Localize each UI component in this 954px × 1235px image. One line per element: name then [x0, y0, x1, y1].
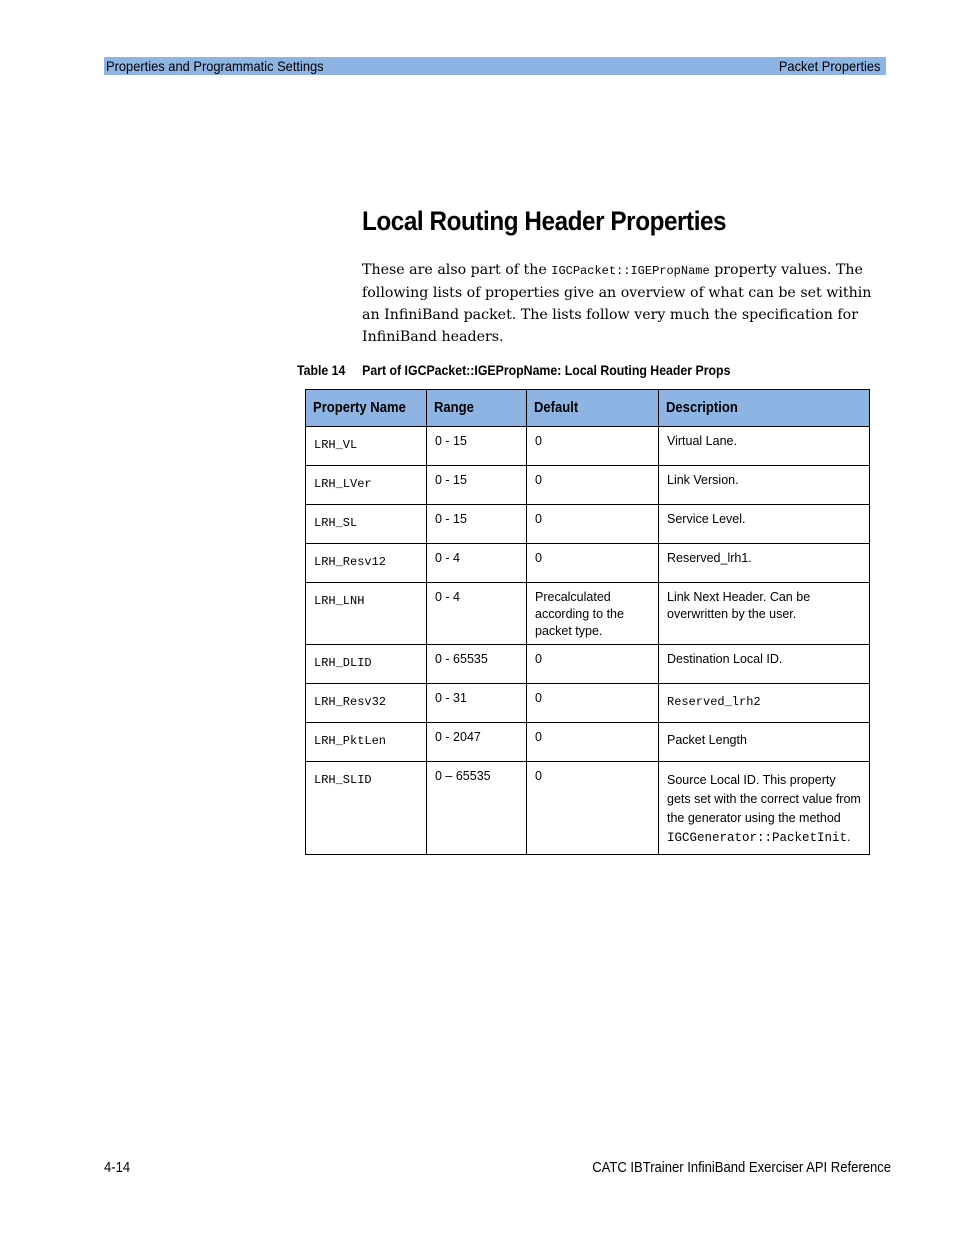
- cell-description: Service Level.: [659, 505, 870, 544]
- cell-description: Reserved_lrh2: [659, 684, 870, 723]
- intro-paragraph: [362, 259, 874, 348]
- table-caption: [297, 362, 730, 378]
- cell-property-name: LRH_SLID: [306, 762, 427, 855]
- header-section-title: Properties and Programmatic Settings: [106, 58, 324, 74]
- intro-code: IGCPacket::IGEPropName: [551, 264, 710, 278]
- cell-property-name: LRH_Resv12: [306, 544, 427, 583]
- table-row: [306, 466, 870, 505]
- intro-text-start: These are also part of the: [362, 262, 552, 278]
- cell-description: Link Next Header. Can be overwritten by the user.: [659, 583, 870, 645]
- cell-range: 0 - 65535: [427, 645, 527, 684]
- cell-property-name: LRH_DLID: [306, 645, 427, 684]
- properties-table: [305, 389, 870, 855]
- cell-property-name: LRH_VL: [306, 427, 427, 466]
- table-row: [306, 684, 870, 723]
- cell-description: Reserved_lrh1.: [659, 544, 870, 583]
- cell-property-name: LRH_SL: [306, 505, 427, 544]
- cell-description: Source Local ID. This property gets set with the correct value from the generator using the method IGCGenerator::PacketInit.: [659, 762, 870, 855]
- cell-range: 0 - 4: [427, 544, 527, 583]
- cell-default: 0: [527, 544, 659, 583]
- cell-range: 0 - 15: [427, 466, 527, 505]
- cell-range: 0 - 15: [427, 427, 527, 466]
- cell-property-name: LRH_LVer: [306, 466, 427, 505]
- table-caption-text: Part of IGCPacket::IGEPropName: Local Routing Header Props: [362, 362, 731, 378]
- cell-default: 0: [527, 645, 659, 684]
- cell-property-name: LRH_PktLen: [306, 723, 427, 762]
- cell-range: 0 – 65535: [427, 762, 527, 855]
- cell-default: 0: [527, 684, 659, 723]
- column-header-property-name: Property Name: [306, 390, 427, 427]
- page-number: 4-14: [104, 1160, 131, 1176]
- column-header-range: Range: [427, 390, 527, 427]
- table-number: Table 14: [297, 362, 346, 378]
- cell-range: 0 - 4: [427, 583, 527, 645]
- table-row: [306, 505, 870, 544]
- table-row: [306, 723, 870, 762]
- running-header: [104, 57, 886, 75]
- table-row: [306, 645, 870, 684]
- document-title: CATC IBTrainer InfiniBand Exerciser API Reference: [592, 1160, 891, 1176]
- column-header-description: Description: [659, 390, 870, 427]
- cell-description: Destination Local ID.: [659, 645, 870, 684]
- table-header-row: [306, 390, 870, 427]
- cell-default: 0: [527, 505, 659, 544]
- cell-property-name: LRH_Resv32: [306, 684, 427, 723]
- header-topic-title: Packet Properties: [778, 58, 880, 74]
- cell-default: 0: [527, 762, 659, 855]
- cell-default: Precalculated according to the packet type.: [527, 583, 659, 645]
- cell-range: 0 - 31: [427, 684, 527, 723]
- page-title: Local Routing Header Properties: [362, 206, 727, 236]
- cell-property-name: LRH_LNH: [306, 583, 427, 645]
- cell-default: 0: [527, 723, 659, 762]
- page-footer: [104, 1160, 891, 1176]
- cell-description: Packet Length: [659, 723, 870, 762]
- cell-description: Link Version.: [659, 466, 870, 505]
- table-row: [306, 544, 870, 583]
- table-row: [306, 583, 870, 645]
- table-row: [306, 762, 870, 855]
- cell-default: 0: [527, 466, 659, 505]
- cell-range: 0 - 2047: [427, 723, 527, 762]
- intro-text-end: property values. The following lists of properties give an overview of what can be set within an InfiniBand packet. The lists follow very much the specification for InfiniBand headers.: [362, 262, 872, 345]
- cell-range: 0 - 15: [427, 505, 527, 544]
- column-header-default: Default: [527, 390, 659, 427]
- table-row: [306, 427, 870, 466]
- cell-description: Virtual Lane.: [659, 427, 870, 466]
- cell-default: 0: [527, 427, 659, 466]
